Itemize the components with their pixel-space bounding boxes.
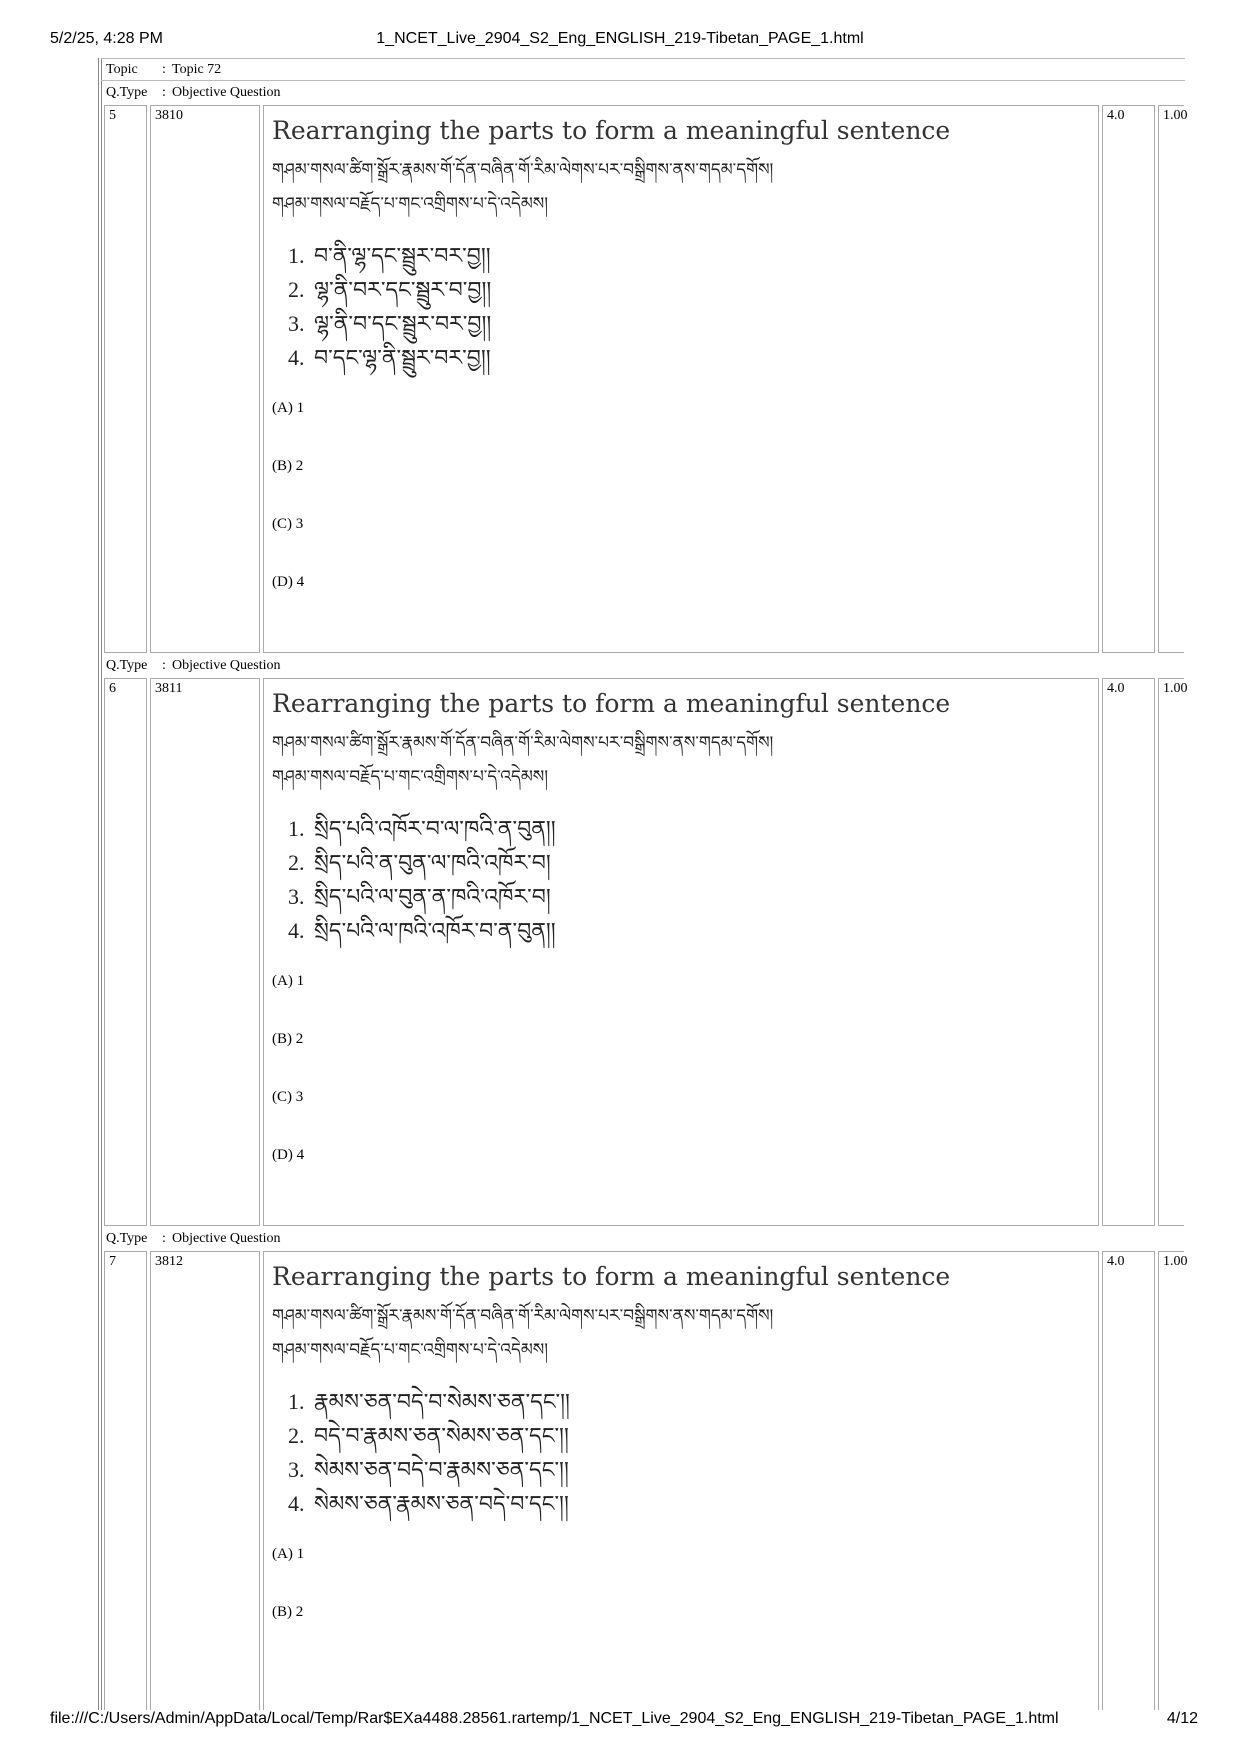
question-content-cell xyxy=(263,1251,1099,1710)
question-block xyxy=(104,678,1188,1226)
question-instruction-2: གཤམ་གསལ་བརྗོད་པ་གང་འགྲིགས་པ་དེ་འདེམས། xyxy=(272,1340,549,1359)
option-item: 1. སྲིད་པའི་འཁོར་བ་ལ་ཁའི་ན་བུན།། xyxy=(288,816,556,841)
topic-label: Topic xyxy=(106,62,138,77)
negative-marks: 1.00 xyxy=(1163,108,1188,123)
choice-c: (C) 3 xyxy=(272,516,304,532)
choice-a: (A) 1 xyxy=(272,1546,305,1562)
question-instruction: གཤམ་གསལ་ཚིག་སྒྲོར་རྣམས་གོ་དོན་བཞིན་གོ་རིམ་ལེགས་པར་བསྒྲིགས་ནས་གདམ་དགོས། xyxy=(272,1306,774,1325)
choice-list xyxy=(272,970,1090,1202)
option-item: 2. སྲིད་པའི་ན་བུན་ལ་ཁའི་འཁོར་བ། xyxy=(288,850,551,875)
question-content-cell xyxy=(263,678,1099,1226)
question-id-cell xyxy=(150,678,260,1226)
negative-marks: 1.00 xyxy=(1163,681,1188,696)
serial-number: 5 xyxy=(109,108,116,123)
negative-marks-cell xyxy=(1158,105,1188,653)
question-instruction: གཤམ་གསལ་ཚིག་སྒྲོར་རྣམས་གོ་དོན་བཞིན་གོ་རིམ་ལེགས་པར་བསྒྲིགས་ནས་གདམ་དགོས། xyxy=(272,160,774,179)
qtype-label: Q.Type xyxy=(106,658,148,673)
print-title: 1_NCET_Live_2904_S2_Eng_ENGLISH_219-Tibetan_PAGE_1.html xyxy=(376,30,864,47)
topic-sep: : xyxy=(162,62,166,77)
option-item: 4. སྲིད་པའི་ལ་ཁའི་འཁོར་བ་ན་བུན།། xyxy=(288,918,556,943)
option-list xyxy=(272,812,1090,948)
question-id: 3811 xyxy=(155,681,183,696)
option-item: 1. རྣམས་ཅན་བདེ་བ་སེམས་ཅན་དང་།། xyxy=(288,1389,570,1414)
choice-c: (C) 3 xyxy=(272,1089,304,1105)
choice-list xyxy=(272,1543,1090,1659)
question-instruction-2: གཤམ་གསལ་བརྗོད་པ་གང་འགྲིགས་པ་དེ་འདེམས། xyxy=(272,767,549,786)
serial-number-cell xyxy=(104,1251,147,1710)
option-item: 3. ལྷ་ནི་བ་དང་སྦྲུར་བར་བྱ།། xyxy=(288,311,492,336)
qtype-value: Objective Question xyxy=(172,658,281,673)
option-item: 4. བ་དང་ལྷ་ནི་སྦྲུར་བར་བྱ།། xyxy=(288,345,491,370)
negative-marks-cell xyxy=(1158,1251,1188,1710)
question-id: 3812 xyxy=(155,1254,183,1269)
qtype-value: Objective Question xyxy=(172,1231,281,1246)
topic-row xyxy=(104,59,1184,80)
frame-left-line-inner xyxy=(101,58,102,1710)
question-content-cell xyxy=(263,105,1099,653)
option-item: 3. སེམས་ཅན་བདེ་བ་རྣམས་ཅན་དང་།། xyxy=(288,1457,569,1482)
choice-a: (A) 1 xyxy=(272,973,305,989)
marks: 4.0 xyxy=(1107,108,1125,123)
option-list xyxy=(272,1385,1090,1521)
question-title: Rearranging the parts to form a meaningful sentence xyxy=(272,1262,951,1291)
question-block xyxy=(104,1251,1188,1710)
qtype-sep: : xyxy=(162,85,166,100)
option-item: 3. སྲིད་པའི་ལ་བུན་ན་ཁའི་འཁོར་བ། xyxy=(288,884,551,909)
marks-cell xyxy=(1102,1251,1155,1710)
qtype-row xyxy=(104,1228,1184,1249)
print-footer xyxy=(0,1710,1240,1732)
question-instruction-2: གཤམ་གསལ་བརྗོད་པ་གང་འགྲིགས་པ་དེ་འདེམས། xyxy=(272,194,549,213)
print-page-number: 4/12 xyxy=(1166,1710,1198,1727)
serial-number-cell xyxy=(104,678,147,1226)
choice-d: (D) 4 xyxy=(272,1147,305,1163)
serial-number: 7 xyxy=(109,1254,116,1269)
option-item: 2. ལྷ་ནི་བར་དང་སྦྲུར་བ་བྱ།། xyxy=(288,277,492,302)
question-title: Rearranging the parts to form a meaningful sentence xyxy=(272,116,951,145)
negative-marks: 1.00 xyxy=(1163,1254,1188,1269)
choice-b: (B) 2 xyxy=(272,1031,304,1047)
marks: 4.0 xyxy=(1107,681,1125,696)
negative-marks-cell xyxy=(1158,678,1188,1226)
option-item: 4. སེམས་ཅན་རྣམས་ཅན་བདེ་བ་དང་།། xyxy=(288,1491,569,1516)
qtype-sep: : xyxy=(162,658,166,673)
question-id: 3810 xyxy=(155,108,183,123)
question-id-cell xyxy=(150,1251,260,1710)
marks-cell xyxy=(1102,105,1155,653)
question-title: Rearranging the parts to form a meaningful sentence xyxy=(272,689,951,718)
topic-divider xyxy=(101,80,1185,81)
question-instruction: གཤམ་གསལ་ཚིག་སྒྲོར་རྣམས་གོ་དོན་བཞིན་གོ་རིམ་ལེགས་པར་བསྒྲིགས་ནས་གདམ་དགོས། xyxy=(272,733,774,752)
choice-d: (D) 4 xyxy=(272,574,305,590)
choice-b: (B) 2 xyxy=(272,458,304,474)
option-list xyxy=(272,239,1090,375)
qtype-label: Q.Type xyxy=(106,85,148,100)
option-item: 2. བདེ་བ་རྣམས་ཅན་སེམས་ཅན་དང་།། xyxy=(288,1423,569,1448)
marks: 4.0 xyxy=(1107,1254,1125,1269)
question-block xyxy=(104,105,1188,653)
topic-value: Topic 72 xyxy=(172,62,222,77)
qtype-row xyxy=(104,82,1184,103)
qtype-label: Q.Type xyxy=(106,1231,148,1246)
marks-cell xyxy=(1102,678,1155,1226)
choice-list xyxy=(272,397,1090,629)
qtype-row xyxy=(104,655,1184,676)
serial-number-cell xyxy=(104,105,147,653)
serial-number: 6 xyxy=(109,681,116,696)
option-item: 1. བ་ནི་ལྷ་དང་སྦྲུར་བར་བྱ།། xyxy=(288,243,491,268)
choice-a: (A) 1 xyxy=(272,400,305,416)
choice-b: (B) 2 xyxy=(272,1604,304,1620)
qtype-sep: : xyxy=(162,1231,166,1246)
print-datetime: 5/2/25, 4:28 PM xyxy=(50,30,163,47)
print-file-path: file:///C:/Users/Admin/AppData/Local/Temp/Rar$EXa4488.28561.rartemp/1_NCET_Live_2904_S2_Eng_ENGLISH_219-Tibetan_PAGE_1.html xyxy=(50,1710,1059,1727)
frame-left-line xyxy=(98,58,99,1710)
qtype-value: Objective Question xyxy=(172,85,281,100)
question-id-cell xyxy=(150,105,260,653)
print-header xyxy=(0,30,1240,52)
